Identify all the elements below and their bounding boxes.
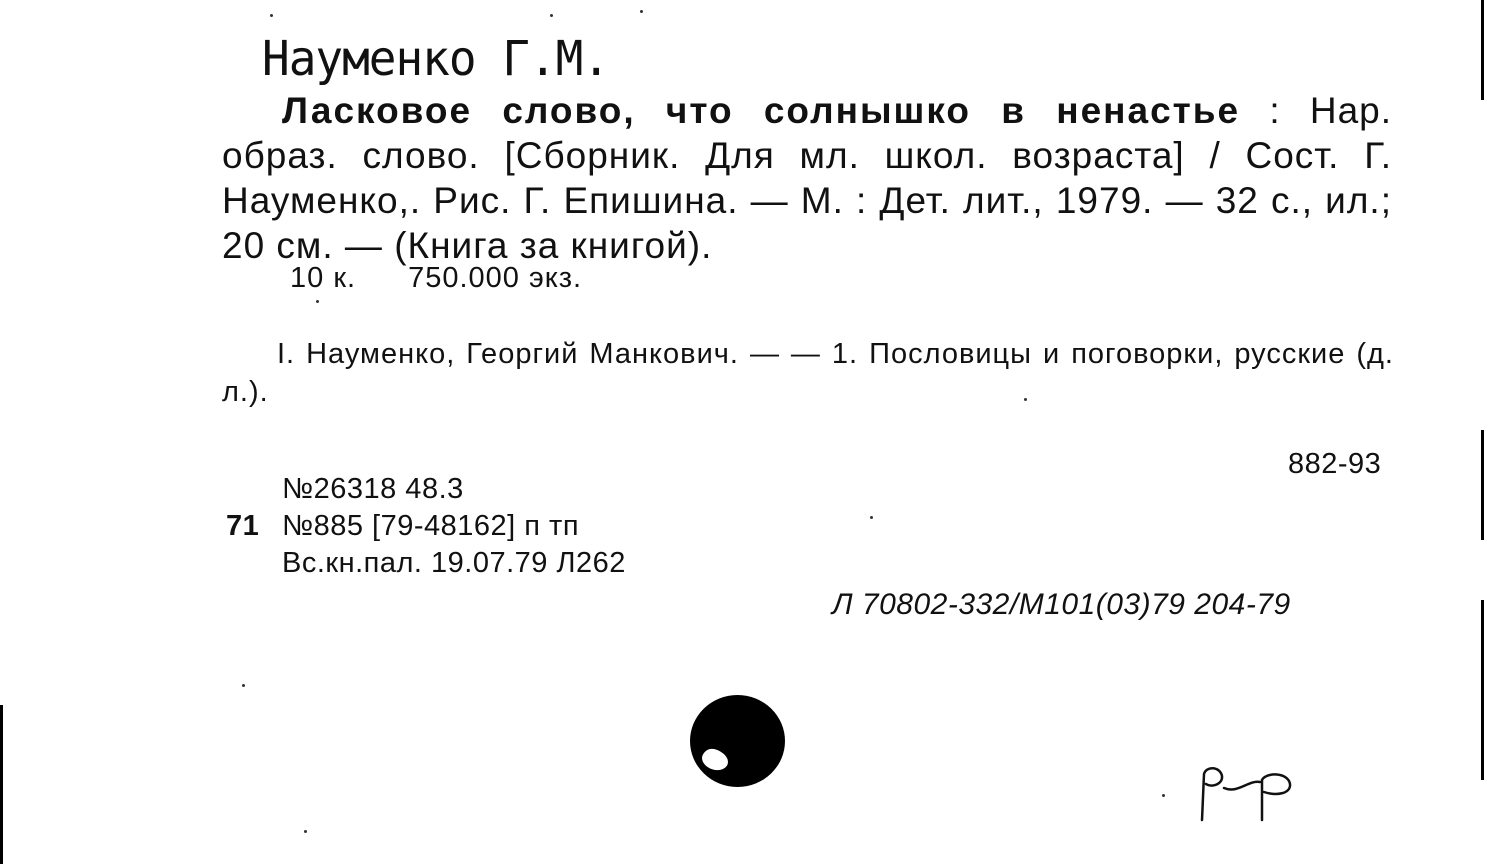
speck <box>870 516 873 519</box>
card-edge-left <box>0 705 3 864</box>
speck <box>316 300 319 303</box>
record-line-3: Вс.кн.пал. 19.07.79 Л262 <box>282 547 626 579</box>
record-line-2: №885 [79-48162] п тп <box>282 510 580 542</box>
subjects-text: I. Науменко, Георгий Манкович. — — 1. Пословицы и поговорки, русские (д. л.). <box>222 338 1394 408</box>
subject-headings <box>222 335 1394 411</box>
speck <box>304 830 307 833</box>
index-code: Л 70802-332/М101(03)79 204-79 <box>832 588 1291 621</box>
book-title: Ласковое слово, что солнышко в ненастье <box>282 90 1241 131</box>
handwritten-mark <box>1190 762 1300 832</box>
speck <box>1162 794 1165 797</box>
price-line <box>290 262 582 295</box>
record-line-1: №26318 48.3 <box>282 473 464 505</box>
speck <box>270 14 273 17</box>
number-71: 71 <box>226 510 260 542</box>
speck <box>640 10 643 13</box>
description-rest: : Нар. образ. слово. [Сборник. Для мл. школ. возраста] / Сост. Г. Науменко,. Рис. Г. Епишина. — М. : Дет. лит., 1979. — 32 с., ил.; 20 см. — (Книга за книгой). <box>222 90 1393 266</box>
author-heading: Науменко Г.М. <box>262 30 610 87</box>
speck <box>550 14 553 17</box>
classmark: 882-93 <box>1288 448 1382 480</box>
punch-hole <box>690 695 785 787</box>
speck <box>242 684 245 687</box>
print-run: 750.000 экз. <box>408 262 583 294</box>
bibliographic-description <box>222 88 1392 268</box>
price: 10 к. <box>290 262 357 294</box>
card-edge-right-bottom <box>1481 600 1484 780</box>
speck <box>1024 398 1027 401</box>
card-edge-right-middle <box>1481 430 1484 540</box>
card-edge-right-top <box>1481 0 1484 100</box>
